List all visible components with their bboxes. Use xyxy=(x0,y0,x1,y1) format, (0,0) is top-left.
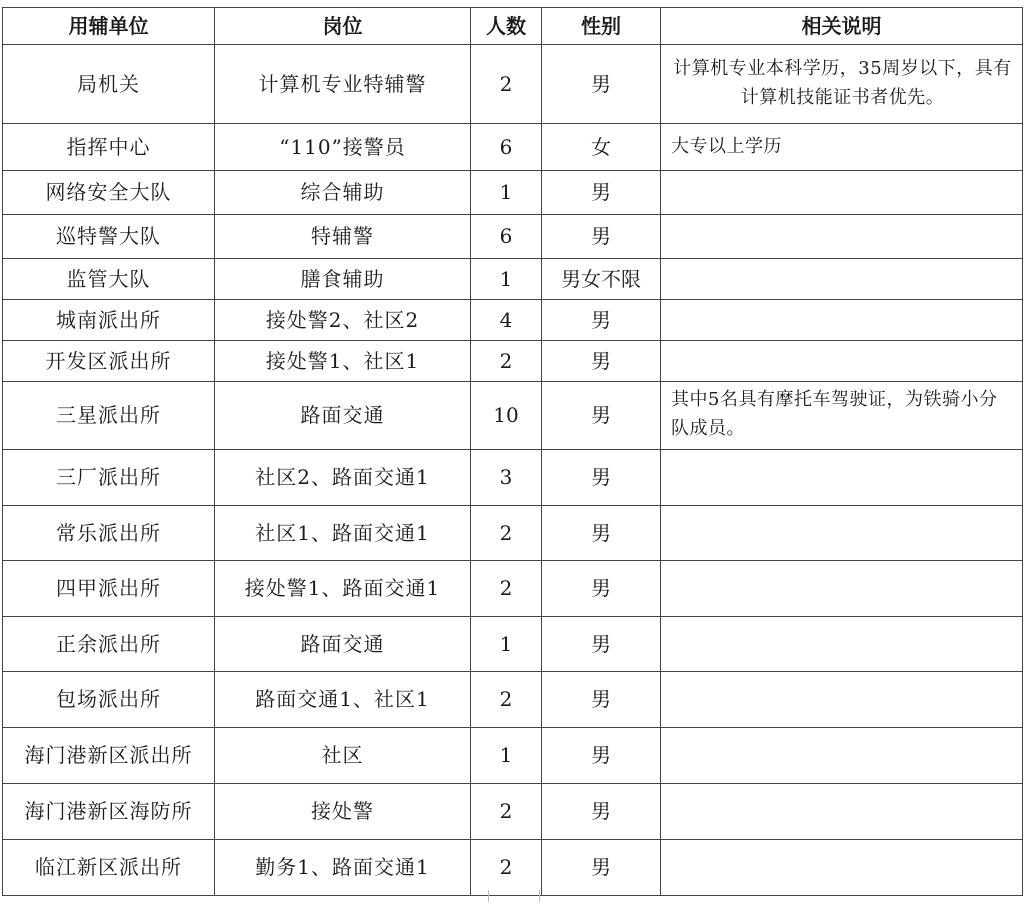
note-cell xyxy=(661,450,1023,506)
unit-cell: 海门港新区海防所 xyxy=(3,784,215,840)
count-cell: 1 xyxy=(471,171,542,215)
unit-cell: 三星派出所 xyxy=(3,382,215,450)
table-row xyxy=(3,341,1023,382)
post-cell: 社区1、路面交通1 xyxy=(215,506,471,561)
count-cell: 2 xyxy=(471,45,542,124)
unit-cell: 正余派出所 xyxy=(3,617,215,672)
unit-cell: 海门港新区派出所 xyxy=(3,728,215,784)
header-note: 相关说明 xyxy=(661,8,1023,45)
unit-cell: 网络安全大队 xyxy=(3,171,215,215)
header-post: 岗位 xyxy=(215,8,471,45)
post-cell: 路面交通1、社区1 xyxy=(215,672,471,728)
gender-cell: 男 xyxy=(542,728,661,784)
post-cell: “110”接警员 xyxy=(215,124,471,171)
unit-cell: 包场派出所 xyxy=(3,672,215,728)
note-cell xyxy=(661,840,1023,896)
note-cell xyxy=(661,300,1023,341)
table-row xyxy=(3,450,1023,506)
unit-cell: 局机关 xyxy=(3,45,215,124)
table-row xyxy=(3,171,1023,215)
count-cell: 6 xyxy=(471,215,542,259)
count-cell: 2 xyxy=(471,840,542,896)
count-cell: 2 xyxy=(471,784,542,840)
count-cell: 4 xyxy=(471,300,542,341)
note-cell: 大专以上学历 xyxy=(661,124,1023,171)
table-row xyxy=(3,45,1023,124)
gender-cell: 男 xyxy=(542,672,661,728)
gender-cell: 男 xyxy=(542,784,661,840)
count-cell: 2 xyxy=(471,506,542,561)
gender-cell: 男 xyxy=(542,617,661,672)
table-row xyxy=(3,561,1023,617)
count-cell: 1 xyxy=(471,259,542,300)
unit-cell: 城南派出所 xyxy=(3,300,215,341)
gender-cell: 男 xyxy=(542,382,661,450)
note-cell xyxy=(661,784,1023,840)
gender-cell: 男 xyxy=(542,171,661,215)
unit-cell: 巡特警大队 xyxy=(3,215,215,259)
header-count: 人数 xyxy=(471,8,542,45)
unit-cell: 四甲派出所 xyxy=(3,561,215,617)
post-cell: 计算机专业特辅警 xyxy=(215,45,471,124)
table-row xyxy=(3,215,1023,259)
count-cell: 6 xyxy=(471,124,542,171)
post-cell: 膳食辅助 xyxy=(215,259,471,300)
post-cell: 社区 xyxy=(215,728,471,784)
unit-cell: 常乐派出所 xyxy=(3,506,215,561)
page-edge-mark xyxy=(488,890,540,902)
note-cell xyxy=(661,506,1023,561)
table-row xyxy=(3,300,1023,341)
header-gender: 性别 xyxy=(542,8,661,45)
gender-cell: 男 xyxy=(542,45,661,124)
gender-cell: 男 xyxy=(542,215,661,259)
post-cell: 路面交通 xyxy=(215,617,471,672)
table-row xyxy=(3,506,1023,561)
count-cell: 2 xyxy=(471,561,542,617)
note-cell xyxy=(661,617,1023,672)
note-cell xyxy=(661,259,1023,300)
post-cell: 特辅警 xyxy=(215,215,471,259)
count-cell: 1 xyxy=(471,617,542,672)
post-cell: 社区2、路面交通1 xyxy=(215,450,471,506)
unit-cell: 指挥中心 xyxy=(3,124,215,171)
gender-cell: 男 xyxy=(542,506,661,561)
unit-cell: 临江新区派出所 xyxy=(3,840,215,896)
table-row xyxy=(3,728,1023,784)
recruitment-table xyxy=(2,7,1023,896)
table-row xyxy=(3,784,1023,840)
count-cell: 10 xyxy=(471,382,542,450)
header-row xyxy=(3,8,1023,45)
note-cell xyxy=(661,728,1023,784)
post-cell: 接处警1、路面交通1 xyxy=(215,561,471,617)
gender-cell: 男女不限 xyxy=(542,259,661,300)
gender-cell: 男 xyxy=(542,561,661,617)
post-cell: 综合辅助 xyxy=(215,171,471,215)
gender-cell: 男 xyxy=(542,341,661,382)
count-cell: 2 xyxy=(471,341,542,382)
note-cell xyxy=(661,171,1023,215)
unit-cell: 三厂派出所 xyxy=(3,450,215,506)
note-cell xyxy=(661,215,1023,259)
count-cell: 1 xyxy=(471,728,542,784)
note-cell xyxy=(661,672,1023,728)
gender-cell: 男 xyxy=(542,300,661,341)
table-row xyxy=(3,672,1023,728)
unit-cell: 开发区派出所 xyxy=(3,341,215,382)
gender-cell: 男 xyxy=(542,450,661,506)
gender-cell: 男 xyxy=(542,840,661,896)
count-cell: 2 xyxy=(471,672,542,728)
post-cell: 接处警1、社区1 xyxy=(215,341,471,382)
post-cell: 接处警 xyxy=(215,784,471,840)
post-cell: 路面交通 xyxy=(215,382,471,450)
note-cell: 计算机专业本科学历，35周岁以下，具有计算机技能证书者优先。 xyxy=(661,45,1023,124)
note-cell xyxy=(661,561,1023,617)
count-cell: 3 xyxy=(471,450,542,506)
table-row xyxy=(3,124,1023,171)
table-row xyxy=(3,259,1023,300)
table-row xyxy=(3,840,1023,896)
gender-cell: 女 xyxy=(542,124,661,171)
unit-cell: 监管大队 xyxy=(3,259,215,300)
post-cell: 勤务1、路面交通1 xyxy=(215,840,471,896)
header-unit: 用辅单位 xyxy=(3,8,215,45)
note-cell: 其中5名具有摩托车驾驶证，为铁骑小分队成员。 xyxy=(661,382,1023,450)
table-row xyxy=(3,382,1023,450)
table-row xyxy=(3,617,1023,672)
note-cell xyxy=(661,341,1023,382)
post-cell: 接处警2、社区2 xyxy=(215,300,471,341)
